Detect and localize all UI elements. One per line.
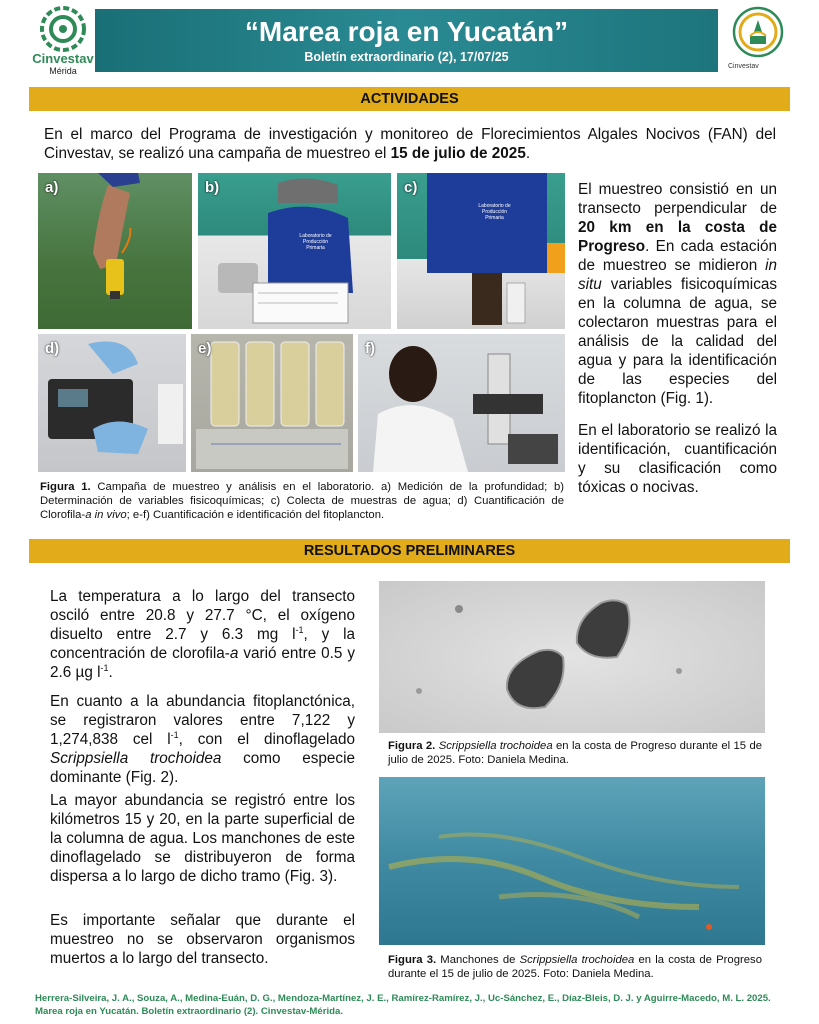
p1-text-3: varió entre 0.5 y 2.6 µg l [50,645,355,681]
photo-microscope [358,334,565,472]
fig3-text-1: Manchones de [436,954,520,966]
results-max-abundance: La mayor abundancia se registró entre los kilómetros 15 y 20, en la parte superficial de la columna de agua. Los manchones de este dinoflagelado se distribuyeron de forma dispersa a lo largo de dicho tramo (Fig. 3). [50,792,355,885]
results-abundance [50,692,355,787]
figure2-caption [388,739,762,767]
fig2-species: Scrippsiella trochoidea [438,740,553,752]
photo-label-b: b) [205,179,220,196]
shirt-print-b: Laboratorio de Producción Primaria [299,233,332,251]
p1-italic: a [229,645,239,662]
p2-sup: -1 [170,729,179,740]
figure3-aerial-photo [379,777,765,945]
lab-logo [728,6,788,76]
algal-patches-icon [379,777,765,945]
p2-text-3: como especie dominante (Fig. 2). [50,750,355,786]
figure2-micrograph [379,581,765,733]
shirt-print-c: Laboratorio de Producción Primaria [478,203,511,221]
photo-settling-tubes [191,334,353,472]
citation-footer: Herrera-Silveira, J. A., Souza, A., Medina-Euán, D. G., Mendoza-Martínez, J. E., Ramírez-Ramírez, J., Uc-Sánchez, E., Díaz-Bleis, D. J. y Aguirre-Macedo, M. L. 2025. Marea roja en Yucatán. Boletín extraordinario (2). Cinvestav-Mérida. [35,993,771,1017]
p2-species: Scrippsiella trochoidea [50,750,222,767]
dinoflagellate-cells-icon [379,581,765,733]
results-no-mortality: Es importante señalar que durante el muestreo no se observaron organismos muertos a lo largo del transecto. [50,912,355,967]
cinvestav-city: Mérida [49,66,77,76]
fig1-text: Campaña de muestreo y análisis en el laboratorio. a) Medición de la profundidad; b) Determinación de variables fisicoquímicas; c) Colecta de muestras de agua; d) Cuantificación de Clorofila- [40,481,564,521]
section-results-heading: RESULTADOS PRELIMINARES [29,539,790,563]
fig3-text-2: en la costa de Progreso durante el 15 de julio de 2025. Foto: Daniela Medina. [388,954,762,980]
cinvestav-name: Cinvestav [32,51,94,66]
p1-sup-1: -1 [295,624,304,635]
depth-sensor-hand-icon [38,173,192,329]
p1-sup-2: -1 [100,662,109,673]
fig1-label: Figura 1. [40,481,91,493]
fig1-text-end: ; e-f) Cuantificación e identificación del fitoplancton. [126,509,385,521]
fig3-label: Figura 3. [388,954,437,966]
cinvestav-emblem-icon [40,6,86,52]
p1-text-2: , y la concentración de clorofila- [50,626,355,662]
bulletin-subtitle: Boletín extraordinario (2), 17/07/25 [304,50,509,64]
photo-depth-measurement [38,173,192,329]
p2-text-1: En cuanto a la abundancia fitoplanctónica, se registraron valores entre 7,122 y 1,274,838 cel l [50,693,355,748]
fig3-species: Scrippsiella trochoidea [519,954,635,966]
figure3-caption [388,953,762,981]
fig2-text: en la costa de Progreso durante el 15 de julio de 2025. Foto: Daniela Medina. [388,740,763,766]
section-activities-heading: ACTIVIDADES [29,87,790,111]
sampling-text-3: variables fisicoquímicas en la columna de agua, se colectaron muestras para el análisis de la calidad del agua y para la identificación de las especies del fitoplancton (Fig. 1). [578,276,777,407]
sampling-bottles-icon [397,173,565,329]
fluorometer-icon [38,334,186,472]
p2-text-2: , con el dinoflagelado [178,731,355,748]
photo-label-e: e) [198,340,212,357]
lab-seal-icon [732,6,784,58]
page-title: “Marea roja en Yucatán” [244,16,569,47]
intro-date: 15 de julio de 2025 [390,145,526,162]
intro-text: En el marco del Programa de investigación y monitoreo de Florecimientos Algales Nocivos (FAN) del Cinvestav, se realizó una campaña de muestreo el [44,126,776,162]
cinvestav-logo [28,6,98,86]
activities-intro [44,125,776,163]
title-banner [95,9,718,72]
sample-tubes-icon [191,334,353,472]
photo-label-f: f) [365,340,375,357]
photo-label-c: c) [404,179,418,196]
p1-text-4: . [108,664,113,681]
sampling-text-1: El muestreo consistió en un transecto perpendicular de [578,181,777,217]
results-temperature [50,587,355,682]
figure1-caption [40,480,564,522]
fig1-italic: a in vivo [85,509,127,521]
sampling-in-situ: in situ [578,257,777,293]
p1-text-1: La temperatura a lo largo del transecto osciló entre 20.8 y 27.7 °C, el oxígeno disuelto entre 2.7 y 6.3 mg l [50,588,355,643]
microscope-technician-icon [358,334,565,472]
photo-physicochemical [198,173,391,329]
sampling-description [578,180,777,408]
photo-label-a: a) [45,179,59,196]
photo-water-sampling [397,173,565,329]
technician-notes-icon [198,173,391,329]
photo-label-d: d) [45,340,60,357]
lab-description: En el laboratorio se realizó la identificación, cuantificación y su clasificación como tóxicas o nocivas. [578,422,777,496]
intro-end: . [525,145,531,162]
fig2-label: Figura 2. [388,740,436,752]
sampling-highlight: 20 km en la costa de Progreso [578,219,777,255]
sampling-text-2: . En cada estación de muestreo se midieron [578,238,777,274]
lab-logo-caption: Cinvestav [728,63,759,70]
photo-chlorophyll [38,334,186,472]
